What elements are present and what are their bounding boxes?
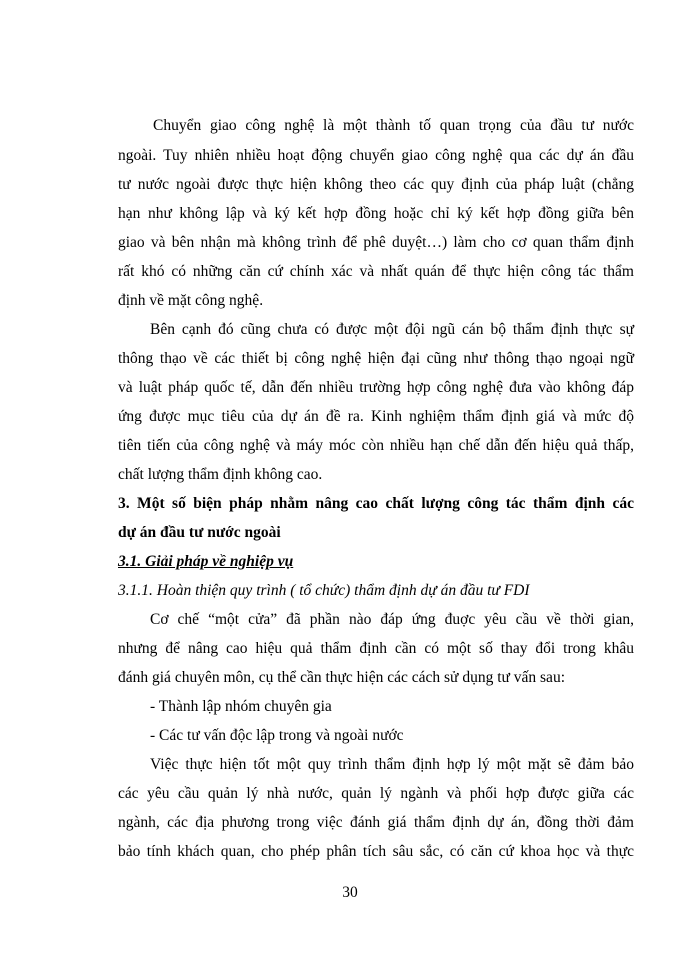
paragraph-2-line-4: ứng được mục tiêu của dự án đề ra. Kinh nghiệm thẩm định giá và mức độ <box>118 408 634 425</box>
bullet-item-2: - Các tư vấn độc lập trong và ngoài nước <box>150 727 404 744</box>
paragraph-1-line-4: hạn như không lập và ký kết hợp đồng hoặc chỉ ký kết hợp đồng giữa bên <box>118 205 634 222</box>
paragraph-2-line-3: và luật pháp quốc tế, dẫn đến nhiều trường hợp công nghệ đưa vào không đáp <box>118 379 634 396</box>
paragraph-2-line-2: thông thạo về các thiết bị công nghệ hiện đại cũng như thông thạo ngoại ngữ <box>118 350 634 367</box>
paragraph-3-line-3: đánh giá chuyên môn, cụ thể cần thực hiện các cách sử dụng tư vấn sau: <box>118 669 565 686</box>
paragraph-1-line-1: Chuyển giao công nghệ là một thành tố quan trọng của đầu tư nước <box>153 117 634 134</box>
paragraph-2-line-5: tiên tiến của công nghệ và máy móc còn nhiều hạn chế dẫn đến hiệu quả thấp, <box>118 437 634 454</box>
paragraph-4-line-2: các yêu cầu quản lý nhà nước, quản lý ngành và phối hợp được giữa các <box>118 785 634 802</box>
paragraph-2-line-1: Bên cạnh đó cũng chưa có được một đội ngũ cán bộ thẩm định thực sự <box>150 321 634 338</box>
paragraph-1-line-7: định về mặt công nghệ. <box>118 292 264 309</box>
bullet-item-1: - Thành lập nhóm chuyên gia <box>150 698 332 715</box>
paragraph-1-line-6: rất khó có những căn cứ chính xác và nhất quán để thực hiện công tác thẩm <box>118 263 634 280</box>
paragraph-1-line-3: tư nước ngoài được thực hiện không theo các quy định của pháp luật (chẳng <box>118 176 634 193</box>
paragraph-4-line-1: Việc thực hiện tốt một quy trình thẩm định hợp lý một mặt sẽ đảm bảo <box>150 756 634 773</box>
paragraph-4-line-4: bảo tính khách quan, cho phép phân tích sâu sắc, có căn cứ khoa học và thực <box>118 843 634 860</box>
section-3-1-heading: 3.1. Giải pháp về nghiệp vụ <box>118 553 294 570</box>
paragraph-3-line-1: Cơ chế “một cửa” đã phần nào đáp ứng đuợc yêu cầu về thời gian, <box>150 611 634 628</box>
page-number: 30 <box>342 884 358 901</box>
section-3-heading-line-2: dự án đầu tư nước ngoài <box>118 524 281 541</box>
section-3-1-1-heading: 3.1.1. Hoàn thiện quy trình ( tổ chức) thẩm định dự án đầu tư FDI <box>118 582 530 599</box>
paragraph-2-line-6: chất lượng thẩm định không cao. <box>118 466 323 483</box>
paragraph-4-line-3: ngành, các địa phương trong việc đánh giá thẩm định dự án, đồng thời đảm <box>118 814 634 831</box>
section-3-heading-line-1: 3. Một số biện pháp nhằm nâng cao chất lượng công tác thẩm định các <box>118 495 634 512</box>
paragraph-3-line-2: nhưng để nâng cao hiệu quả thẩm định cần có một số thay đổi trong khâu <box>118 640 634 657</box>
paragraph-1-line-5: giao và bên nhận mà không trình để phê duyệt…) làm cho cơ quan thẩm định <box>118 234 634 251</box>
paragraph-1-line-2: ngoài. Tuy nhiên nhiều hoạt động chuyển giao công nghệ qua các dự án đầu <box>118 147 634 164</box>
